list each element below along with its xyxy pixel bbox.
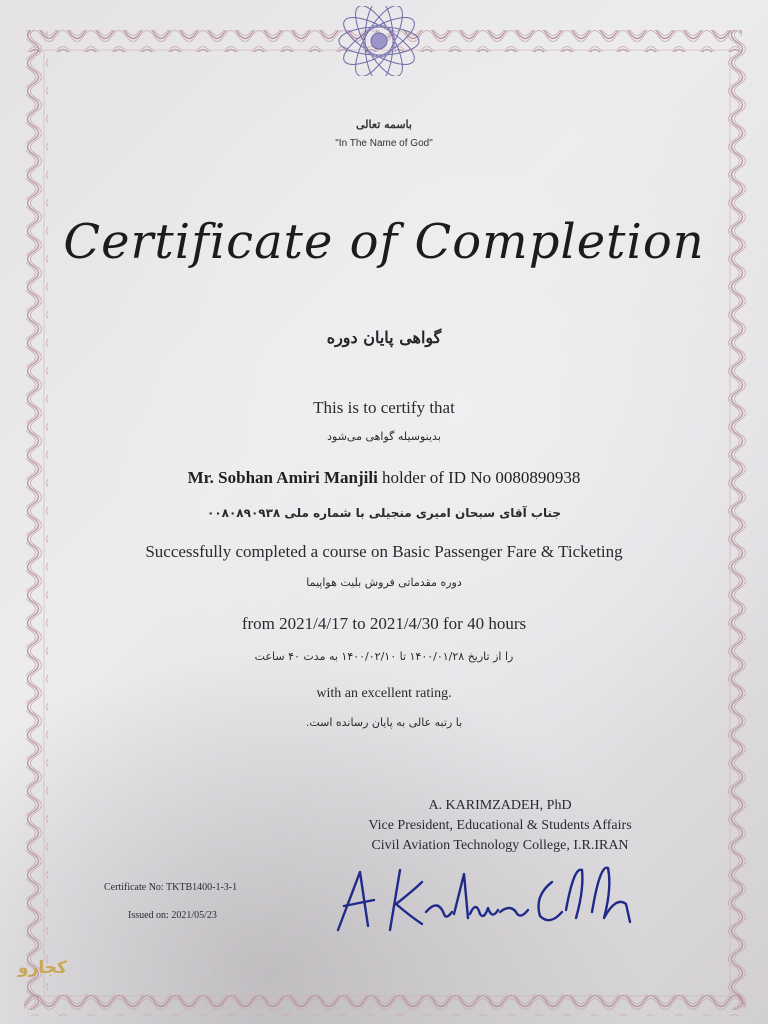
- certificate-number: Certificate No: TKTB1400-1-3-1: [104, 882, 238, 893]
- rating-fa: با رتبه عالی به پایان رسانده است.: [305, 716, 463, 729]
- course-fa: دوره مقدماتی فروش بلیت هواپیما: [306, 576, 462, 589]
- issue-date: Issued on: 2021/05/23: [128, 910, 217, 921]
- handwritten-signature: [330, 860, 670, 940]
- certify-fa: بدینوسیله گواهی می‌شود: [327, 430, 441, 443]
- signatory-name: A. KARIMZADEH, PhD: [428, 798, 572, 813]
- basmala-en: "In The Name of God": [335, 138, 433, 149]
- holder-name: Mr. Sobhan Amiri Manjili: [187, 468, 378, 487]
- certify-en: This is to certify that: [313, 398, 455, 417]
- signatory-org: Civil Aviation Technology College, I.R.IRAN: [371, 838, 629, 853]
- certificate-title: Certificate of Completion: [63, 214, 705, 270]
- holder-fa: جناب آقای سبحان امیری منجیلی با شماره ملی ۰۰۸۰۸۹۰۹۳۸: [207, 506, 561, 520]
- subtitle-fa: گواهی پایان دوره: [326, 328, 442, 347]
- rosette-emblem: [336, 6, 422, 76]
- rating-en: with an excellent rating.: [316, 686, 452, 701]
- course-en: Successfully completed a course on Basic Passenger Fare & Ticketing: [145, 542, 623, 561]
- dates-fa: را از تاریخ ۱۴۰۰/۰۱/۲۸ تا ۱۴۰۰/۰۲/۱۰ به مدت ۴۰ ساعت: [254, 650, 514, 663]
- holder-line: [0, 468, 768, 488]
- holder-id: holder of ID No 0080890938: [382, 468, 581, 487]
- dates-en: from 2021/4/17 to 2021/4/30 for 40 hours: [241, 614, 527, 633]
- watermark-logo: کجارو: [18, 958, 67, 978]
- basmala-fa: باسمه تعالی: [356, 118, 412, 131]
- signatory-title: Vice President, Educational & Students Affairs: [368, 818, 632, 833]
